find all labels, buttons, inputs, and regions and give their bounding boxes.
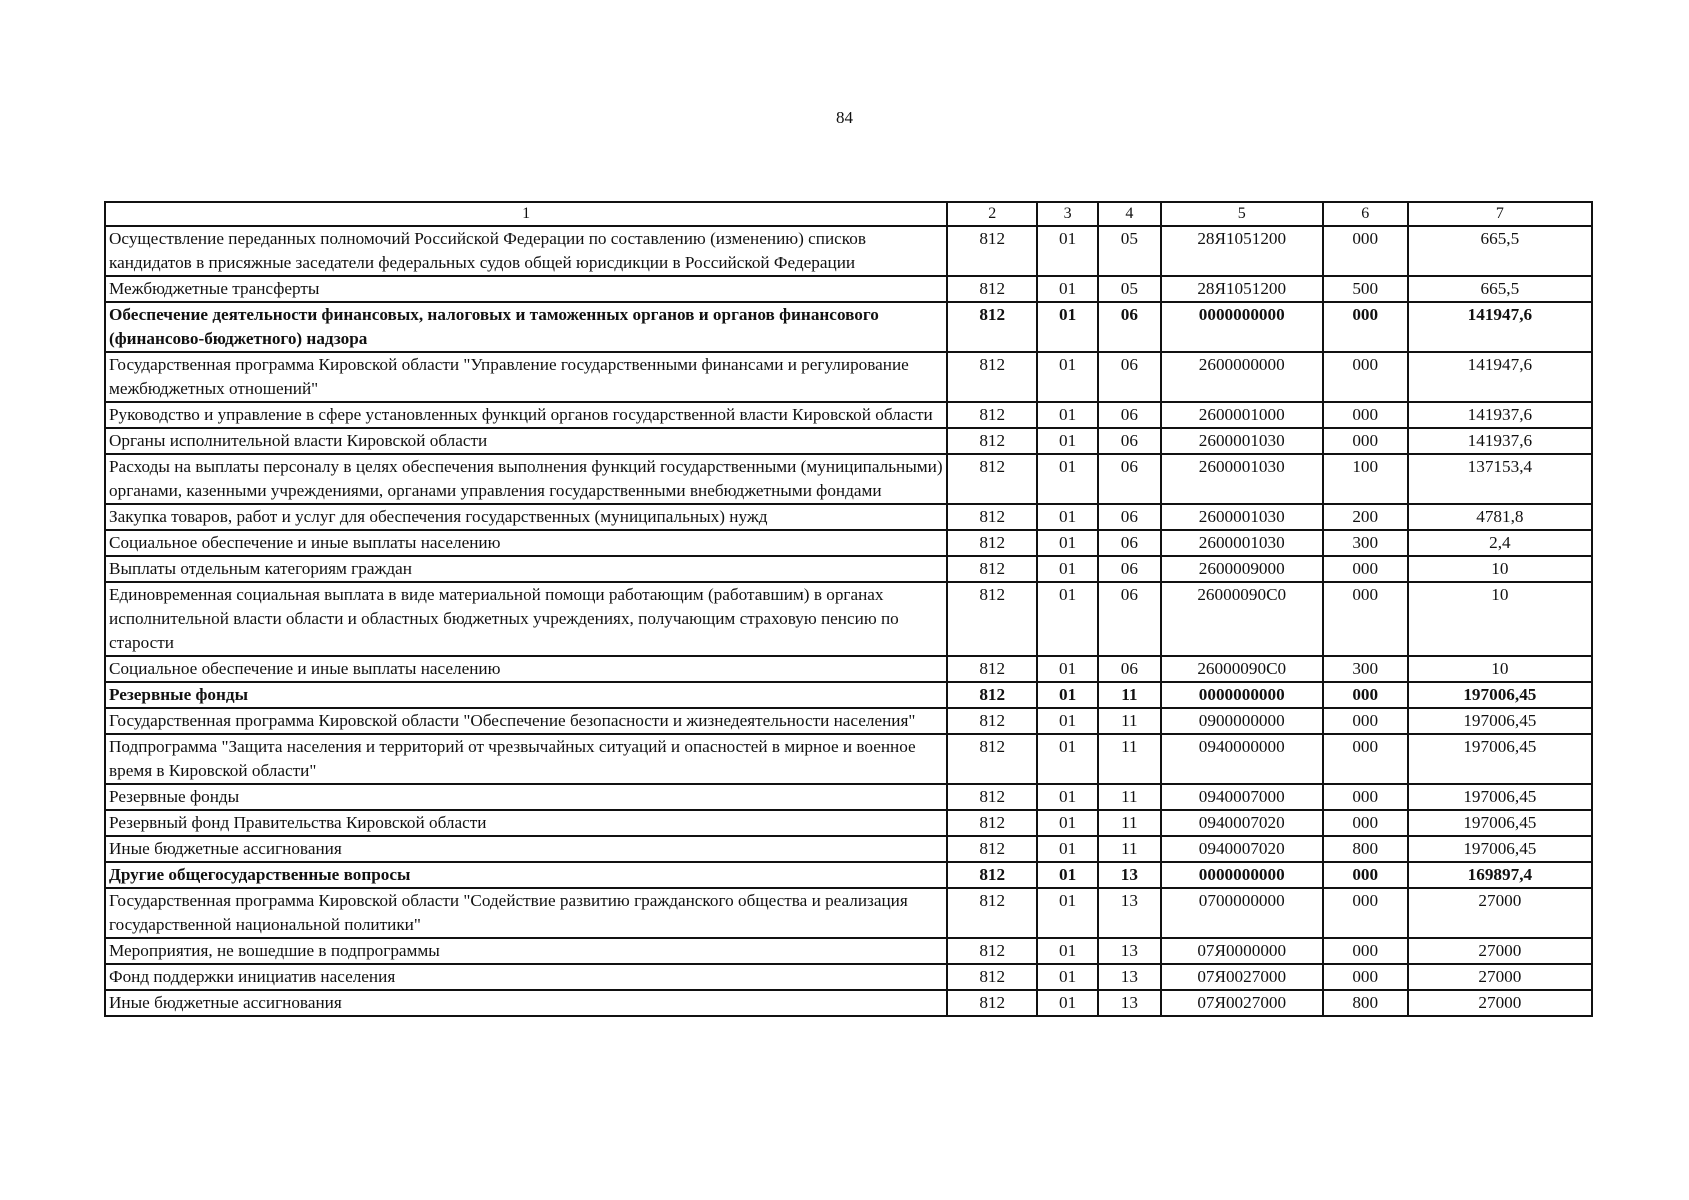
cell-col7: 141937,6 (1408, 428, 1592, 454)
cell-col6: 000 (1323, 810, 1408, 836)
cell-col3: 01 (1037, 836, 1098, 862)
cell-col7: 10 (1408, 656, 1592, 682)
cell-col3: 01 (1037, 504, 1098, 530)
table-row (105, 428, 1592, 454)
cell-col4: 06 (1098, 302, 1161, 352)
table-row (105, 556, 1592, 582)
cell-col7: 10 (1408, 556, 1592, 582)
cell-col5: 26000090С0 (1161, 656, 1323, 682)
cell-col7: 197006,45 (1408, 734, 1592, 784)
cell-col2: 812 (947, 582, 1037, 656)
cell-name: Осуществление переданных полномочий Российской Федерации по составлению (изменению) списков кандидатов в присяжные заседатели федеральных судов общей юрисдикции в Российской Федерации (105, 226, 947, 276)
cell-name: Мероприятия, не вошедшие в подпрограммы (105, 938, 947, 964)
cell-col7: 10 (1408, 582, 1592, 656)
table-row (105, 454, 1592, 504)
cell-col5: 28Я1051200 (1161, 276, 1323, 302)
cell-col4: 06 (1098, 656, 1161, 682)
cell-col6: 000 (1323, 888, 1408, 938)
cell-col2: 812 (947, 964, 1037, 990)
cell-col6: 300 (1323, 656, 1408, 682)
cell-col2: 812 (947, 504, 1037, 530)
table-row (105, 682, 1592, 708)
cell-col5: 2600001030 (1161, 454, 1323, 504)
column-header-6: 6 (1323, 202, 1408, 226)
cell-col6: 000 (1323, 734, 1408, 784)
cell-name: Государственная программа Кировской области "Обеспечение безопасности и жизнедеятельности населения" (105, 708, 947, 734)
cell-col3: 01 (1037, 352, 1098, 402)
column-header-1: 1 (105, 202, 947, 226)
cell-col2: 812 (947, 734, 1037, 784)
cell-col7: 27000 (1408, 990, 1592, 1016)
budget-table (104, 201, 1593, 1017)
cell-name: Социальное обеспечение и иные выплаты населению (105, 656, 947, 682)
cell-col5: 2600001030 (1161, 428, 1323, 454)
table-row (105, 990, 1592, 1016)
cell-col6: 500 (1323, 276, 1408, 302)
table-row (105, 708, 1592, 734)
cell-col4: 11 (1098, 734, 1161, 784)
cell-col3: 01 (1037, 810, 1098, 836)
table-row (105, 888, 1592, 938)
cell-col4: 06 (1098, 428, 1161, 454)
cell-name: Закупка товаров, работ и услуг для обеспечения государственных (муниципальных) нужд (105, 504, 947, 530)
cell-name: Выплаты отдельным категориям граждан (105, 556, 947, 582)
cell-col3: 01 (1037, 682, 1098, 708)
cell-col7: 27000 (1408, 888, 1592, 938)
cell-col2: 812 (947, 784, 1037, 810)
table-row (105, 276, 1592, 302)
cell-col5: 2600001030 (1161, 504, 1323, 530)
cell-col2: 812 (947, 810, 1037, 836)
cell-col4: 05 (1098, 226, 1161, 276)
column-header-7: 7 (1408, 202, 1592, 226)
cell-col6: 000 (1323, 784, 1408, 810)
column-header-5: 5 (1161, 202, 1323, 226)
cell-col3: 01 (1037, 582, 1098, 656)
column-header-2: 2 (947, 202, 1037, 226)
cell-col5: 2600009000 (1161, 556, 1323, 582)
cell-name: Руководство и управление в сфере установленных функций органов государственной власти Кировской области (105, 402, 947, 428)
cell-col7: 197006,45 (1408, 784, 1592, 810)
cell-col6: 000 (1323, 352, 1408, 402)
cell-col2: 812 (947, 938, 1037, 964)
cell-col7: 27000 (1408, 964, 1592, 990)
cell-col4: 06 (1098, 582, 1161, 656)
cell-col6: 000 (1323, 708, 1408, 734)
cell-name: Обеспечение деятельности финансовых, налоговых и таможенных органов и органов финансового (финансово-бюджетного) надзора (105, 302, 947, 352)
table-row (105, 862, 1592, 888)
cell-col5: 0940007020 (1161, 810, 1323, 836)
cell-col3: 01 (1037, 888, 1098, 938)
cell-col3: 01 (1037, 656, 1098, 682)
cell-col7: 141947,6 (1408, 352, 1592, 402)
cell-col6: 300 (1323, 530, 1408, 556)
cell-name: Резервный фонд Правительства Кировской области (105, 810, 947, 836)
table-row (105, 582, 1592, 656)
cell-col4: 11 (1098, 708, 1161, 734)
cell-col5: 07Я0027000 (1161, 964, 1323, 990)
cell-col5: 28Я1051200 (1161, 226, 1323, 276)
table-row (105, 302, 1592, 352)
cell-col5: 26000090С0 (1161, 582, 1323, 656)
cell-name: Резервные фонды (105, 784, 947, 810)
cell-name: Иные бюджетные ассигнования (105, 990, 947, 1016)
table-row (105, 964, 1592, 990)
table-row (105, 352, 1592, 402)
cell-name: Расходы на выплаты персоналу в целях обеспечения выполнения функций государственными (муниципальными) органами, казенными учреждениями, органами управления государственными внебюджетными фондами (105, 454, 947, 504)
cell-col3: 01 (1037, 784, 1098, 810)
table-row (105, 402, 1592, 428)
cell-col4: 06 (1098, 402, 1161, 428)
cell-col7: 197006,45 (1408, 810, 1592, 836)
cell-col3: 01 (1037, 708, 1098, 734)
cell-col2: 812 (947, 656, 1037, 682)
cell-col7: 141937,6 (1408, 402, 1592, 428)
cell-col7: 4781,8 (1408, 504, 1592, 530)
table-row (105, 656, 1592, 682)
cell-col6: 100 (1323, 454, 1408, 504)
cell-col2: 812 (947, 556, 1037, 582)
cell-col3: 01 (1037, 302, 1098, 352)
cell-col6: 000 (1323, 964, 1408, 990)
cell-col6: 000 (1323, 938, 1408, 964)
table-body (105, 226, 1592, 1016)
cell-col5: 0700000000 (1161, 888, 1323, 938)
cell-col6: 200 (1323, 504, 1408, 530)
cell-col2: 812 (947, 302, 1037, 352)
cell-col7: 2,4 (1408, 530, 1592, 556)
cell-name: Единовременная социальная выплата в виде материальной помощи работающим (работавшим) в органах исполнительной власти области и областных бюджетных учреждениях, получающим страховую пенсию по старости (105, 582, 947, 656)
cell-col3: 01 (1037, 530, 1098, 556)
cell-col7: 197006,45 (1408, 836, 1592, 862)
cell-col4: 06 (1098, 556, 1161, 582)
cell-col2: 812 (947, 990, 1037, 1016)
cell-col6: 000 (1323, 226, 1408, 276)
cell-col5: 07Я0000000 (1161, 938, 1323, 964)
cell-col3: 01 (1037, 734, 1098, 784)
cell-name: Иные бюджетные ассигнования (105, 836, 947, 862)
cell-col2: 812 (947, 352, 1037, 402)
cell-col6: 000 (1323, 862, 1408, 888)
cell-col6: 800 (1323, 990, 1408, 1016)
cell-col3: 01 (1037, 964, 1098, 990)
cell-col7: 27000 (1408, 938, 1592, 964)
cell-col6: 000 (1323, 556, 1408, 582)
table-row (105, 226, 1592, 276)
cell-col7: 197006,45 (1408, 682, 1592, 708)
cell-col4: 11 (1098, 682, 1161, 708)
cell-col6: 000 (1323, 302, 1408, 352)
cell-col2: 812 (947, 836, 1037, 862)
cell-name: Другие общегосударственные вопросы (105, 862, 947, 888)
table-row (105, 530, 1592, 556)
cell-col2: 812 (947, 454, 1037, 504)
cell-col5: 2600001030 (1161, 530, 1323, 556)
cell-col3: 01 (1037, 428, 1098, 454)
table-row (105, 504, 1592, 530)
cell-col2: 812 (947, 862, 1037, 888)
cell-col2: 812 (947, 428, 1037, 454)
cell-name: Межбюджетные трансферты (105, 276, 947, 302)
cell-col5: 07Я0027000 (1161, 990, 1323, 1016)
cell-col4: 06 (1098, 504, 1161, 530)
cell-col7: 197006,45 (1408, 708, 1592, 734)
cell-name: Государственная программа Кировской области "Содействие развитию гражданского общества и реализация государственной национальной политики" (105, 888, 947, 938)
cell-name: Подпрограмма "Защита населения и территорий от чрезвычайных ситуаций и опасностей в мирное и военное время в Кировской области" (105, 734, 947, 784)
cell-col6: 800 (1323, 836, 1408, 862)
cell-col7: 665,5 (1408, 226, 1592, 276)
cell-col6: 000 (1323, 682, 1408, 708)
cell-col4: 11 (1098, 836, 1161, 862)
table-row (105, 836, 1592, 862)
cell-col3: 01 (1037, 454, 1098, 504)
cell-name: Социальное обеспечение и иные выплаты населению (105, 530, 947, 556)
cell-col5: 0940007020 (1161, 836, 1323, 862)
cell-col7: 141947,6 (1408, 302, 1592, 352)
cell-col4: 13 (1098, 938, 1161, 964)
cell-col6: 000 (1323, 428, 1408, 454)
page-number: 84 (836, 108, 853, 127)
cell-col2: 812 (947, 708, 1037, 734)
cell-col6: 000 (1323, 402, 1408, 428)
cell-col2: 812 (947, 682, 1037, 708)
cell-col5: 0940007000 (1161, 784, 1323, 810)
cell-name: Государственная программа Кировской области "Управление государственными финансами и регулирование межбюджетных отношений" (105, 352, 947, 402)
cell-col3: 01 (1037, 938, 1098, 964)
cell-col5: 0940000000 (1161, 734, 1323, 784)
cell-col5: 2600000000 (1161, 352, 1323, 402)
cell-col3: 01 (1037, 402, 1098, 428)
cell-col3: 01 (1037, 990, 1098, 1016)
column-header-3: 3 (1037, 202, 1098, 226)
cell-name: Резервные фонды (105, 682, 947, 708)
cell-col4: 05 (1098, 276, 1161, 302)
column-header-4: 4 (1098, 202, 1161, 226)
cell-col6: 000 (1323, 582, 1408, 656)
cell-col4: 06 (1098, 530, 1161, 556)
cell-col4: 11 (1098, 784, 1161, 810)
cell-col4: 13 (1098, 862, 1161, 888)
cell-col4: 13 (1098, 888, 1161, 938)
table-row (105, 810, 1592, 836)
cell-col7: 665,5 (1408, 276, 1592, 302)
table-row (105, 734, 1592, 784)
cell-col2: 812 (947, 888, 1037, 938)
cell-col4: 13 (1098, 964, 1161, 990)
cell-col4: 11 (1098, 810, 1161, 836)
cell-name: Органы исполнительной власти Кировской области (105, 428, 947, 454)
cell-name: Фонд поддержки инициатив населения (105, 964, 947, 990)
cell-col5: 2600001000 (1161, 402, 1323, 428)
cell-col5: 0000000000 (1161, 862, 1323, 888)
cell-col2: 812 (947, 226, 1037, 276)
cell-col2: 812 (947, 530, 1037, 556)
cell-col3: 01 (1037, 276, 1098, 302)
cell-col2: 812 (947, 402, 1037, 428)
header-row (105, 202, 1592, 226)
cell-col5: 0000000000 (1161, 682, 1323, 708)
cell-col4: 13 (1098, 990, 1161, 1016)
cell-col5: 0000000000 (1161, 302, 1323, 352)
table-row (105, 938, 1592, 964)
cell-col7: 137153,4 (1408, 454, 1592, 504)
cell-col4: 06 (1098, 454, 1161, 504)
cell-col5: 0900000000 (1161, 708, 1323, 734)
cell-col4: 06 (1098, 352, 1161, 402)
cell-col3: 01 (1037, 226, 1098, 276)
cell-col3: 01 (1037, 556, 1098, 582)
cell-col2: 812 (947, 276, 1037, 302)
cell-col7: 169897,4 (1408, 862, 1592, 888)
table-row (105, 784, 1592, 810)
cell-col3: 01 (1037, 862, 1098, 888)
